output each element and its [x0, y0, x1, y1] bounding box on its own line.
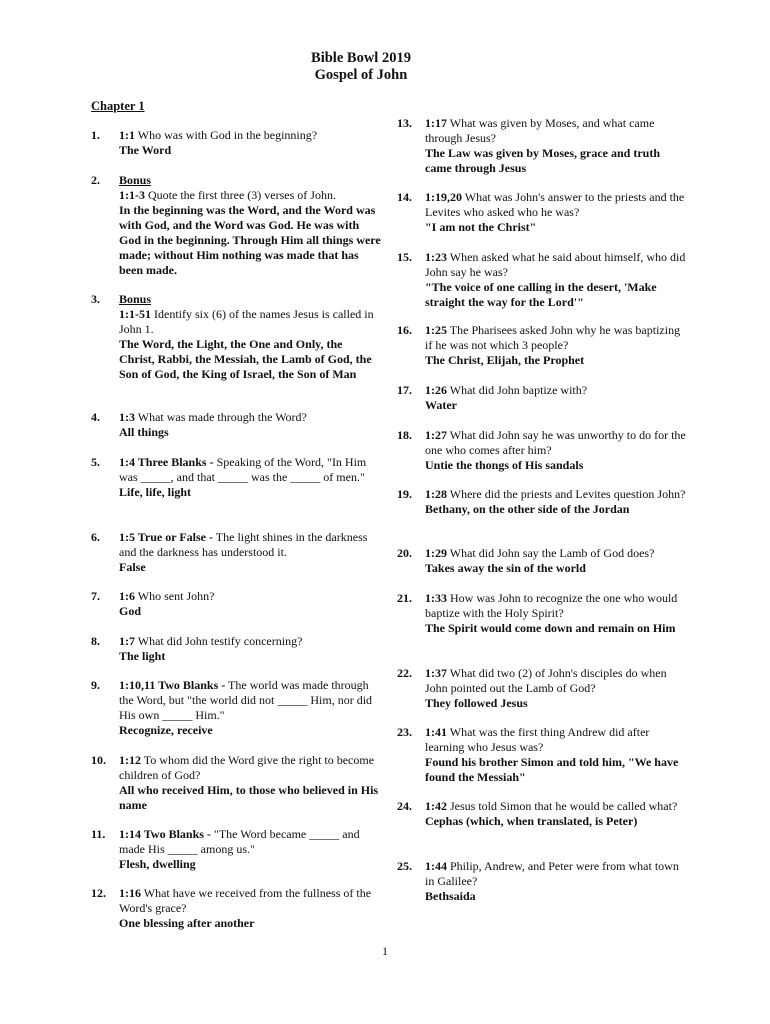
answer-text: Flesh, dwelling [119, 857, 196, 871]
question-body [119, 530, 381, 575]
question-body [119, 589, 381, 619]
question-body [425, 250, 687, 310]
question-text: Who sent John? [135, 589, 215, 603]
question-text-line [425, 546, 654, 560]
answer-text: In the beginning was the Word, and the Word was with God, and the Word was God. He was with God in the beginning. Through Him all things were made; without Him nothing was made that has been made. [119, 203, 381, 277]
question-number: 23. [397, 725, 412, 739]
verse-reference: 1:33 [425, 591, 447, 605]
question-text: What did John baptize with? [447, 383, 588, 397]
question-text-line [119, 307, 374, 336]
question-body [119, 678, 381, 738]
verse-reference: 1:1 [119, 128, 135, 142]
question-text-line [119, 410, 307, 424]
question-text: Speaking of the Word, "In Him was _____, and that _____ was the _____ of men." [119, 455, 367, 484]
answer-text: The Word, the Light, the One and Only, the Christ, Rabbi, the Messiah, the Lamb of God, the Son of God, the King of Israel, the Son of Man [119, 337, 372, 381]
question-number: 10. [91, 753, 106, 767]
question-text-line [425, 383, 587, 397]
answer-text: They followed Jesus [425, 696, 528, 710]
question-text: What did two (2) of John's disciples do when John pointed out the Lamb of God? [425, 666, 667, 695]
question-text: "The Word became _____ and made His _____ among us." [119, 827, 360, 856]
question-text-line [425, 487, 685, 501]
question-number: 16. [397, 323, 412, 337]
question-text: What did John say he was unworthy to do for the one who comes after him? [425, 428, 686, 457]
document-subtitle: Gospel of John [314, 67, 408, 83]
question-text: The light shines in the darkness and the darkness has understood it. [119, 530, 368, 559]
question-body [425, 546, 687, 576]
answer-text: All things [119, 425, 169, 439]
question-body [119, 128, 381, 158]
question-number: 1. [91, 128, 100, 142]
verse-reference: 1:17 [425, 116, 447, 130]
document-title: Bible Bowl 2019 [311, 50, 411, 66]
question-text: Who was with God in the beginning? [135, 128, 318, 142]
question-text: What was made through the Word? [135, 410, 307, 424]
question-type-label: Two Blanks - [141, 827, 211, 841]
question-text: Jesus told Simon that he would be called what? [447, 799, 678, 813]
verse-reference: 1:23 [425, 250, 447, 264]
verse-reference: 1:12 [119, 753, 141, 767]
question-number: 19. [397, 487, 412, 501]
verse-reference: 1:41 [425, 725, 447, 739]
question-text: The Pharisees asked John why he was baptizing if he was not which 3 people? [425, 323, 681, 352]
question-body [119, 173, 381, 278]
verse-reference: 1:1-51 [119, 307, 151, 321]
question-number: 14. [397, 190, 412, 204]
question-text-line [425, 190, 684, 219]
question-text: The world was made through the Word, but "the world did not _____ Him, nor did His own _____ Him." [119, 678, 373, 722]
verse-reference: 1:19,20 [425, 190, 462, 204]
question-body [119, 634, 381, 664]
question-text-line [119, 753, 374, 782]
answer-text: Found his brother Simon and told him, "We have found the Messiah" [425, 755, 679, 784]
question-text-line [119, 886, 371, 915]
answer-text: Water [425, 398, 457, 412]
question-text: What was the first thing Andrew did after learning who Jesus was? [425, 725, 650, 754]
verse-reference: 1:3 [119, 410, 135, 424]
question-text-line [119, 188, 336, 202]
question-number: 15. [397, 250, 412, 264]
question-text: To whom did the Word give the right to become children of God? [119, 753, 375, 782]
question-number: 11. [91, 827, 106, 841]
question-text-line [425, 116, 654, 145]
question-number: 7. [91, 589, 100, 603]
answer-text: Takes away the sin of the world [425, 561, 586, 575]
verse-reference: 1:4 [119, 455, 135, 469]
verse-reference: 1:14 [119, 827, 141, 841]
question-text-line [425, 859, 679, 888]
question-number: 6. [91, 530, 100, 544]
question-number: 18. [397, 428, 412, 442]
question-type-label: Three Blanks - [135, 455, 214, 469]
question-number: 2. [91, 173, 100, 187]
answer-text: Bethsaida [425, 889, 476, 903]
question-number: 20. [397, 546, 412, 560]
question-text: Where did the priests and Levites question John? [447, 487, 686, 501]
question-number: 5. [91, 455, 100, 469]
question-text-line [119, 589, 214, 603]
question-body [119, 827, 381, 872]
bonus-label: Bonus [119, 173, 152, 187]
question-text-line [425, 591, 677, 620]
question-text: What did John testify concerning? [135, 634, 303, 648]
question-body [425, 725, 687, 785]
answer-text: Untie the thongs of His sandals [425, 458, 584, 472]
verse-reference: 1:7 [119, 634, 135, 648]
question-text: How was John to recognize the one who would baptize with the Holy Spirit? [425, 591, 678, 620]
question-text-line [119, 530, 367, 559]
question-text-line [119, 455, 366, 484]
verse-reference: 1:37 [425, 666, 447, 680]
question-body [425, 428, 687, 473]
question-text-line [425, 323, 680, 352]
question-text-line [119, 678, 372, 722]
verse-reference: 1:16 [119, 886, 141, 900]
question-number: 3. [91, 292, 100, 306]
question-type-label: True or False - [135, 530, 213, 544]
question-body [119, 753, 381, 813]
question-text-line [119, 827, 360, 856]
answer-text: The Law was given by Moses, grace and truth came through Jesus [425, 146, 661, 175]
question-text-line [425, 799, 677, 813]
answer-text: "I am not the Christ" [425, 220, 537, 234]
answer-text: Life, life, light [119, 485, 191, 499]
verse-reference: 1:6 [119, 589, 135, 603]
question-body [425, 591, 687, 636]
answer-text: The light [119, 649, 166, 663]
question-number: 24. [397, 799, 412, 813]
question-number: 8. [91, 634, 100, 648]
question-body [119, 886, 381, 931]
question-text: What was given by Moses, and what came through Jesus? [425, 116, 655, 145]
question-body [425, 190, 687, 235]
answer-text: God [119, 604, 142, 618]
answer-text: One blessing after another [119, 916, 255, 930]
verse-reference: 1:44 [425, 859, 447, 873]
verse-reference: 1:27 [425, 428, 447, 442]
verse-reference: 1:42 [425, 799, 447, 813]
verse-reference: 1:26 [425, 383, 447, 397]
question-number: 12. [91, 886, 106, 900]
verse-reference: 1:28 [425, 487, 447, 501]
question-text: What was John's answer to the priests and the Levites who asked who he was? [425, 190, 685, 219]
question-body [119, 292, 381, 382]
question-text-line [119, 128, 317, 142]
answer-text: All who received Him, to those who believed in His name [119, 783, 379, 812]
question-text-line [119, 634, 302, 648]
question-text-line [425, 666, 667, 695]
answer-text: The Spirit would come down and remain on Him [425, 621, 676, 635]
question-number: 4. [91, 410, 100, 424]
verse-reference: 1:5 [119, 530, 135, 544]
question-type-label: Two Blanks - [155, 678, 226, 692]
question-body [425, 116, 687, 176]
question-body [425, 383, 687, 413]
question-number: 22. [397, 666, 412, 680]
chapter-heading: Chapter 1 [91, 99, 145, 113]
verse-reference: 1:29 [425, 546, 447, 560]
question-text: Quote the first three (3) verses of John. [145, 188, 336, 202]
question-text-line [425, 250, 685, 279]
answer-text: The Word [119, 143, 172, 157]
question-text: What did John say the Lamb of God does? [447, 546, 655, 560]
answer-text: "The voice of one calling in the desert, 'Make straight the way for the Lord'" [425, 280, 657, 309]
question-text: When asked what he said about himself, who did John say he was? [425, 250, 686, 279]
bonus-label: Bonus [119, 292, 152, 306]
answer-text: Recognize, receive [119, 723, 213, 737]
question-number: 9. [91, 678, 100, 692]
question-body [425, 799, 687, 829]
question-number: 13. [397, 116, 412, 130]
question-text: Identify six (6) of the names Jesus is called in John 1. [119, 307, 374, 336]
question-body [425, 666, 687, 711]
verse-reference: 1:25 [425, 323, 447, 337]
answer-text: False [119, 560, 146, 574]
question-text-line [425, 428, 686, 457]
question-body [425, 859, 687, 904]
question-number: 25. [397, 859, 412, 873]
question-text-line [425, 725, 649, 754]
question-text: Philip, Andrew, and Peter were from what town in Galilee? [425, 859, 679, 888]
page-number: 1 [382, 944, 388, 958]
question-body [425, 323, 687, 368]
question-number: 17. [397, 383, 412, 397]
question-number: 21. [397, 591, 412, 605]
answer-text: Bethany, on the other side of the Jordan [425, 502, 630, 516]
question-body [119, 410, 381, 440]
answer-text: Cephas (which, when translated, is Peter) [425, 814, 638, 828]
question-body [425, 487, 687, 517]
answer-text: The Christ, Elijah, the Prophet [425, 353, 585, 367]
verse-reference: 1:10,11 [119, 678, 156, 692]
verse-reference: 1:1-3 [119, 188, 145, 202]
question-text: What have we received from the fullness of the Word's grace? [119, 886, 372, 915]
question-body [119, 455, 381, 500]
